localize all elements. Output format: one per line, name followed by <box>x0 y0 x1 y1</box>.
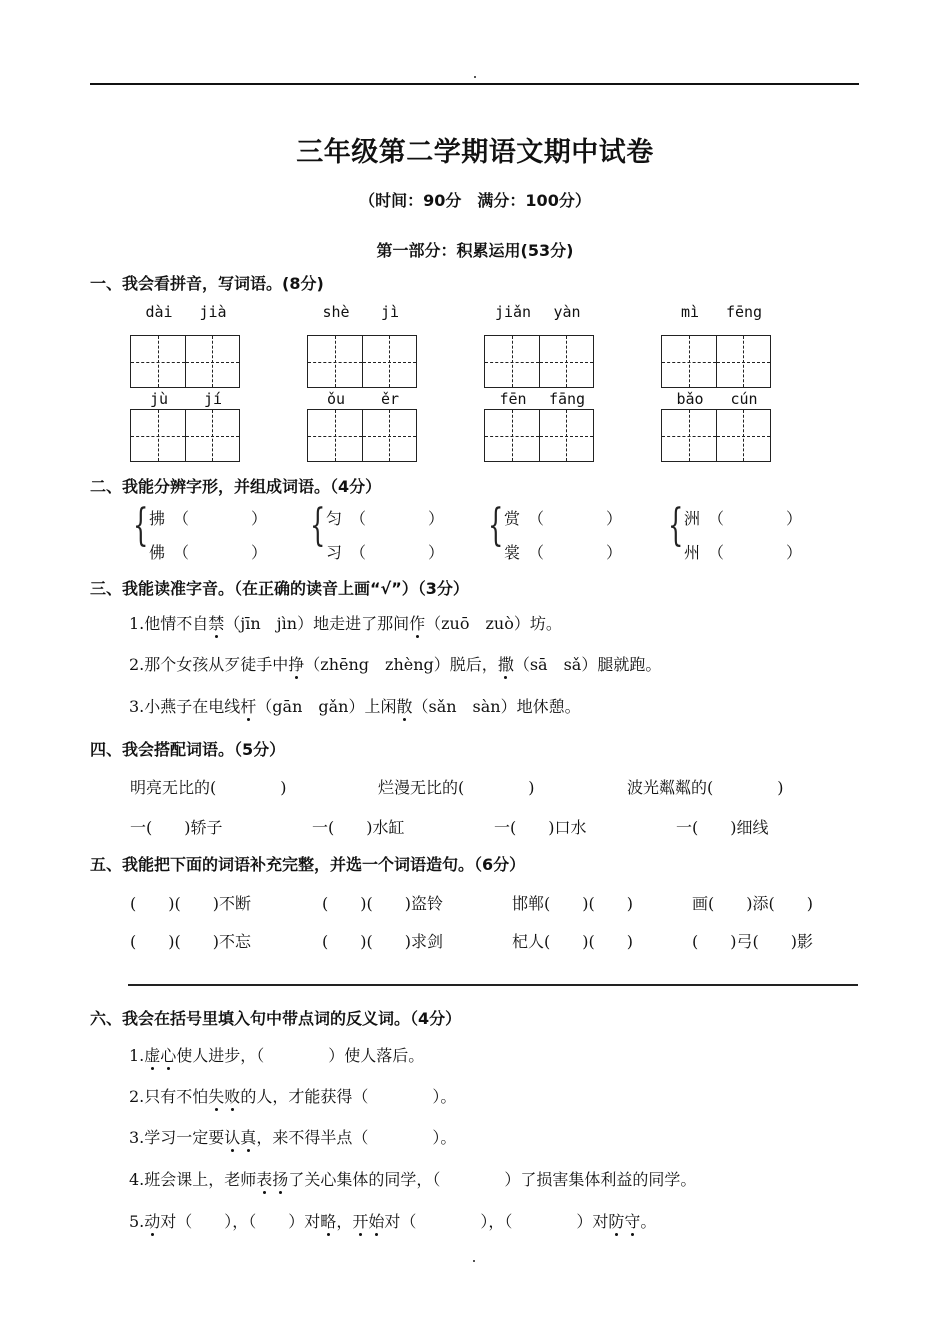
exam-info: （时间：90分 满分：100分） <box>359 191 591 210</box>
grid-cell[interactable] <box>540 336 594 387</box>
header-rule <box>90 83 859 85</box>
paren-close: ） <box>606 543 623 562</box>
paren-close: ） <box>251 543 268 562</box>
brace-icon: { <box>133 500 149 551</box>
pinyin-label: jù <box>149 390 169 408</box>
writing-grid[interactable] <box>661 335 771 388</box>
dotted-char: 禁 <box>208 614 225 633</box>
writing-grid[interactable] <box>130 335 240 388</box>
dotted-char: 撒 <box>497 655 514 674</box>
pinyin-label: yàn <box>553 303 581 321</box>
dotted-char: 心 <box>160 1046 177 1065</box>
pronunciation-item[interactable] <box>129 652 661 675</box>
writing-grid[interactable] <box>307 335 417 388</box>
section3-heading: 三、我能读准字音。（在正确的读音上画“√”）（3分） <box>90 579 469 598</box>
section4-heading: 四、我会搭配词语。（5分） <box>90 740 286 759</box>
sentence-text: ， <box>336 1212 353 1231</box>
writing-grid[interactable] <box>484 409 594 462</box>
pinyin-label: bǎo <box>676 390 704 408</box>
brace-icon: { <box>668 500 684 551</box>
paren-open: （ <box>528 509 545 528</box>
paren-open: （ <box>708 509 725 528</box>
match-item[interactable]: 烂漫无比的( ) <box>378 778 535 797</box>
pinyin-label: dài <box>145 303 173 321</box>
pair-char: 赏 <box>504 509 521 528</box>
sentence-text: 了关心集体的同学，（ ）了损害集体利益的同学。 <box>288 1170 697 1189</box>
paren-open: （ <box>528 543 545 562</box>
idiom-item[interactable]: ( )( )求剑 <box>322 932 443 951</box>
grid-cell[interactable] <box>308 410 363 461</box>
sentence-text: 使人进步，（ ）使人落后。 <box>176 1046 425 1065</box>
idiom-item[interactable]: ( )( )不断 <box>130 894 251 913</box>
answer-blank[interactable] <box>724 506 784 526</box>
paren-close: ） <box>786 543 803 562</box>
section1-heading: 一、我会看拼音，写词语。(8分) <box>90 274 324 293</box>
pinyin-label: jí <box>203 390 223 408</box>
sentence-text: （zuō zuò）坊。 <box>425 614 562 633</box>
antonym-item[interactable] <box>129 1209 656 1232</box>
grid-cell[interactable] <box>540 410 594 461</box>
pinyin-label: fāng <box>548 390 586 408</box>
paren-open: （ <box>350 543 367 562</box>
dotted-char: 表 <box>256 1170 273 1189</box>
measure-word-item[interactable]: 一( )细线 <box>676 818 769 837</box>
answer-blank[interactable] <box>544 540 604 560</box>
pair-char: 佛 <box>149 543 166 562</box>
sentence-text: 。 <box>640 1212 657 1231</box>
sentence-text: ，来不得半点（ ）。 <box>256 1128 457 1147</box>
sentence-text: 对（ ），（ ）对 <box>160 1212 321 1231</box>
header-mark <box>474 76 476 78</box>
answer-blank[interactable] <box>189 506 249 526</box>
pinyin-label: jiǎn <box>494 303 532 321</box>
dotted-char: 散 <box>396 697 413 716</box>
measure-word-item[interactable]: 一( )轿子 <box>130 818 223 837</box>
sentence-text: （gān gǎn）上闲 <box>256 697 397 716</box>
dotted-char: 杆 <box>240 697 257 716</box>
grid-cell[interactable] <box>363 410 417 461</box>
section6-heading: 六、我会在括号里填入句中带点词的反义词。（4分） <box>90 1009 462 1028</box>
grid-cell[interactable] <box>131 336 186 387</box>
sentence-text: 3.学习一定要 <box>129 1128 225 1147</box>
grid-cell[interactable] <box>717 336 771 387</box>
answer-blank[interactable] <box>366 506 426 526</box>
measure-word-item[interactable]: 一( )水缸 <box>312 818 405 837</box>
measure-word-item[interactable]: 一( )口水 <box>494 818 587 837</box>
dotted-char: 防 <box>608 1212 625 1231</box>
sentence-text: 3.小燕子在电线 <box>129 697 241 716</box>
idiom-item[interactable]: ( )弓( )影 <box>692 932 813 951</box>
dotted-char: 真 <box>240 1128 257 1147</box>
sentence-text: 2.只有不怕 <box>129 1087 209 1106</box>
antonym-item[interactable] <box>129 1043 424 1066</box>
match-item[interactable]: 波光粼粼的( ) <box>627 778 784 797</box>
pinyin-label: shè <box>322 303 350 321</box>
writing-grid[interactable] <box>661 409 771 462</box>
dotted-char: 动 <box>144 1212 161 1231</box>
idiom-item[interactable]: ( )( )不忘 <box>130 932 251 951</box>
brace-icon: { <box>310 500 326 551</box>
grid-cell[interactable] <box>485 410 540 461</box>
grid-cell[interactable] <box>186 410 240 461</box>
sentence-text: （zhēng zhèng）脱后， <box>304 655 498 674</box>
grid-cell[interactable] <box>662 336 717 387</box>
sentence-text: 2.那个女孩从歹徒手中 <box>129 655 289 674</box>
paren-close: ） <box>606 509 623 528</box>
pronunciation-item[interactable] <box>129 611 562 634</box>
dotted-char: 守 <box>624 1212 641 1231</box>
dotted-char: 认 <box>224 1128 241 1147</box>
answer-blank[interactable] <box>189 540 249 560</box>
paren-close: ） <box>428 509 445 528</box>
writing-grid[interactable] <box>484 335 594 388</box>
grid-cell[interactable] <box>717 410 771 461</box>
sentence-text: 1. <box>129 1046 145 1065</box>
paren-open: （ <box>350 509 367 528</box>
pair-char: 州 <box>684 543 701 562</box>
paren-open: （ <box>708 543 725 562</box>
pair-char: 裳 <box>504 543 521 562</box>
idiom-item[interactable]: 画( )添( ) <box>692 894 813 913</box>
sentence-text: （sā sǎ）腿就跑。 <box>513 655 662 674</box>
paren-close: ） <box>251 509 268 528</box>
footer-mark <box>473 1260 475 1262</box>
dotted-char: 开 <box>352 1212 369 1231</box>
pinyin-label: cún <box>730 390 758 408</box>
paren-close: ） <box>786 509 803 528</box>
answer-blank[interactable] <box>544 506 604 526</box>
pinyin-label: fēng <box>725 303 763 321</box>
sentence-answer-line[interactable] <box>128 984 858 986</box>
paren-open: （ <box>173 543 190 562</box>
section2-heading: 二、我能分辨字形，并组成词语。（4分） <box>90 477 382 496</box>
sentence-text: （sǎn sàn）地休憩。 <box>412 697 581 716</box>
idiom-item[interactable]: 邯郸( )( ) <box>512 894 633 913</box>
dotted-char: 挣 <box>288 655 305 674</box>
grid-cell[interactable] <box>485 336 540 387</box>
pair-char: 匀 <box>326 509 343 528</box>
idiom-item[interactable]: ( )( )盗铃 <box>322 894 443 913</box>
pinyin-label: jià <box>199 303 227 321</box>
pair-char: 拂 <box>149 509 166 528</box>
writing-grid[interactable] <box>307 409 417 462</box>
antonym-item[interactable] <box>129 1167 696 1190</box>
dotted-char: 扬 <box>272 1170 289 1189</box>
pinyin-label: jì <box>380 303 400 321</box>
dotted-char: 始 <box>368 1212 385 1231</box>
grid-cell[interactable] <box>131 410 186 461</box>
grid-cell[interactable] <box>186 336 240 387</box>
match-item[interactable]: 明亮无比的( ) <box>130 778 287 797</box>
pinyin-label: ěr <box>380 390 400 408</box>
sentence-text: 1.他情不自 <box>129 614 209 633</box>
grid-cell[interactable] <box>662 410 717 461</box>
pair-char: 洲 <box>684 509 701 528</box>
part-heading: 第一部分：积累运用(53分) <box>376 241 574 260</box>
dotted-char: 虚 <box>144 1046 161 1065</box>
sentence-text: 对（ ），（ ）对 <box>384 1212 609 1231</box>
antonym-item[interactable] <box>129 1125 456 1148</box>
answer-blank[interactable] <box>724 540 784 560</box>
pinyin-label: fēn <box>499 390 527 408</box>
pinyin-label: mì <box>680 303 700 321</box>
dotted-char: 作 <box>409 614 426 633</box>
page-title: 三年级第二学期语文期中试卷 <box>296 137 654 168</box>
dotted-char: 略 <box>320 1212 337 1231</box>
paren-open: （ <box>173 509 190 528</box>
dotted-char: 失 <box>208 1087 225 1106</box>
writing-grid[interactable] <box>130 409 240 462</box>
pronunciation-item[interactable] <box>129 694 581 717</box>
sentence-text: 4.班会课上，老师 <box>129 1170 257 1189</box>
sentence-text: 5. <box>129 1212 145 1231</box>
idiom-item[interactable]: 杞人( )( ) <box>512 932 633 951</box>
section5-heading: 五、我能把下面的词语补充完整，并选一个词语造句。（6分） <box>90 855 526 874</box>
sentence-text: 的人，才能获得（ ）。 <box>240 1087 457 1106</box>
grid-cell[interactable] <box>363 336 417 387</box>
brace-icon: { <box>488 500 504 551</box>
pinyin-label: ǒu <box>326 390 346 408</box>
grid-cell[interactable] <box>308 336 363 387</box>
pair-char: 习 <box>326 543 343 562</box>
antonym-item[interactable] <box>129 1084 456 1107</box>
answer-blank[interactable] <box>366 540 426 560</box>
dotted-char: 败 <box>224 1087 241 1106</box>
sentence-text: （jīn jìn）地走进了那间 <box>224 614 410 633</box>
paren-close: ） <box>428 543 445 562</box>
